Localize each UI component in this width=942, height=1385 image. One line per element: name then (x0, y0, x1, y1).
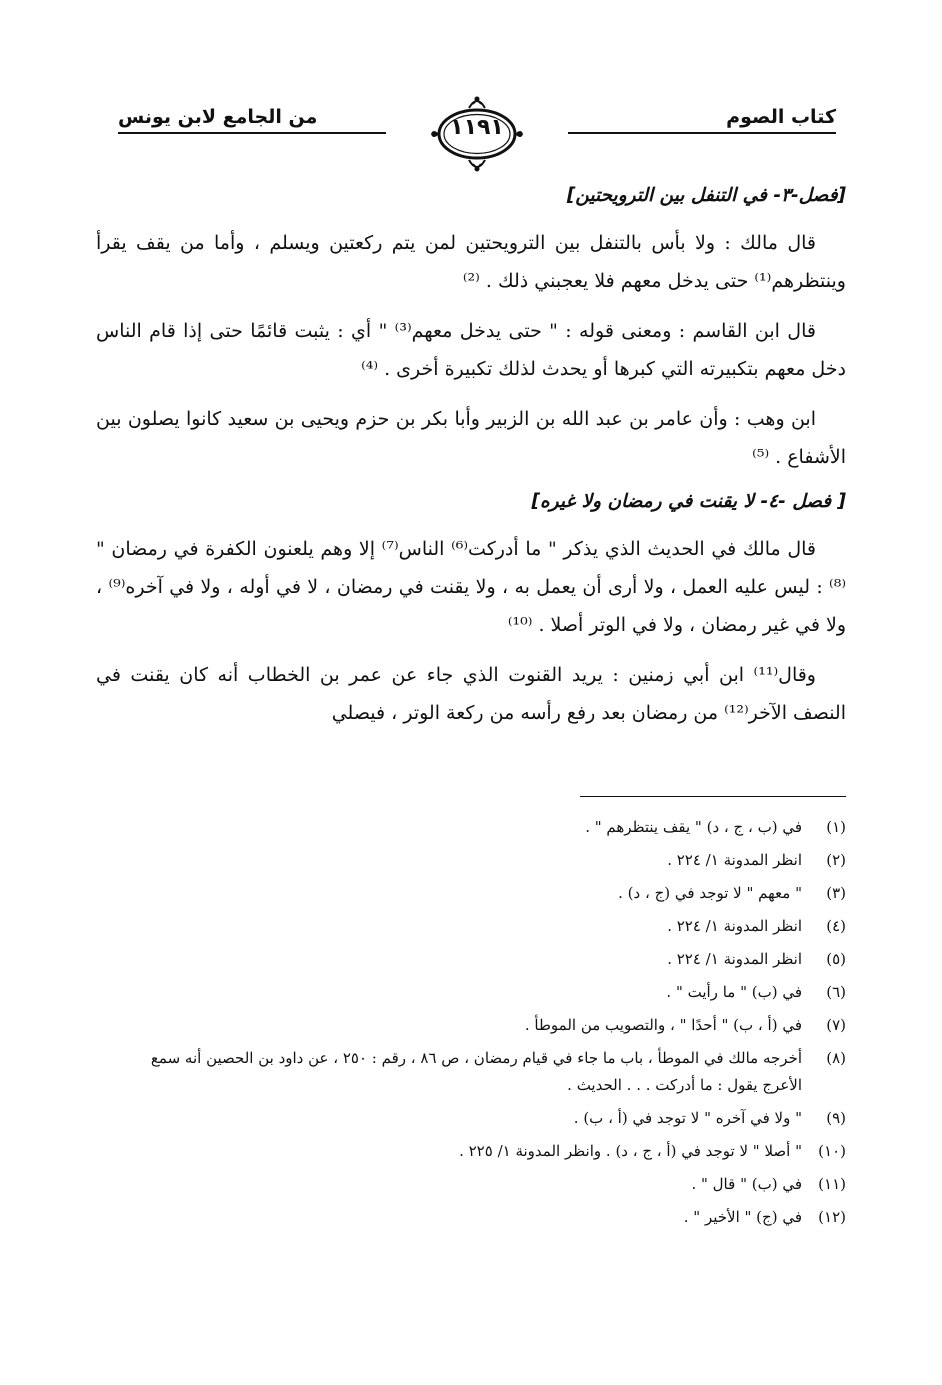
footnote-number: (١١) (818, 1175, 846, 1193)
footnote-number: (٩) (826, 1109, 846, 1127)
footnote (116, 1171, 846, 1198)
footnote (116, 1012, 846, 1039)
footnote-number: (٥) (826, 950, 846, 968)
paragraph: قال ابن القاسم : ومعنى قوله : " حتى يدخل معهم⁽³⁾ " أي : يثبت قائمًا حتى إذا قام الناس دخل معهم بتكبيرته التي كبرها أو يحدث لذلك تكبيرة أخرى . ⁽⁴⁾ (96, 320, 846, 380)
footnote-separator (580, 796, 846, 797)
footnote-text: أخرجه مالك في الموطأ ، باب ما جاء في قيام رمضان ، ص ٨٦ ، رقم : ٢٥٠ ، عن داود بن الحصين أنه سمع الأعرج يقول : ما أدركت . . . الحديث . (150, 1049, 802, 1094)
footnote (116, 913, 846, 940)
paragraph: قال مالك في الحديث الذي يذكر " ما أدركت⁽⁶⁾ الناس⁽⁷⁾ إلا وهم يلعنون الكفرة في رمضان " ⁽⁸⁾ : ليس عليه العمل ، ولا أرى أن يعمل به ، ولا يقنت في رمضان ، لا في أوله ، ولا في آخره⁽⁹⁾ ، ولا في غير رمضان ، ولا في الوتر أصلا . ⁽¹⁰⁾ (96, 538, 847, 636)
paragraph: قال مالك : ولا بأس بالتنفل بين الترويحتين لمن يتم ركعتين ويسلم ، وأما من يقف يقرأ وينتظرهم⁽¹⁾ حتى يدخل معهم فلا يعجبني ذلك . ⁽²⁾ (96, 232, 846, 292)
footnote-number: (١٢) (818, 1208, 846, 1226)
footnote-text: " معهم " لا توجد في (ج ، د) . (618, 884, 802, 902)
footnote (116, 1045, 846, 1099)
paragraph: وقال⁽¹¹⁾ ابن أبي زمنين : يريد القنوت الذي جاء عن عمر بن الخطاب أنه كان يقنت في النصف الآخر⁽¹²⁾ من رمضان بعد رفع رأسه من ركعة الوتر ، فيصلي (96, 664, 846, 724)
footnote (116, 946, 846, 973)
page-number: ١١٩١ (450, 115, 504, 140)
footnote (116, 847, 846, 874)
footnote-number: (٨) (826, 1049, 846, 1067)
header-book-title: من الجامع لابن يونس (118, 106, 318, 128)
main-text (96, 182, 846, 744)
footnote-text: انظر المدونة ١/ ٢٢٤ . (667, 950, 802, 968)
footnote-text: انظر المدونة ١/ ٢٢٤ . (667, 851, 802, 869)
footnote (116, 979, 846, 1006)
footnote-number: (٦) (826, 983, 846, 1001)
footnote (116, 880, 846, 907)
footnote-number: (٢) (826, 851, 846, 869)
footnote-number: (١٠) (818, 1142, 846, 1160)
footnote-number: (٣) (826, 884, 846, 902)
footnote (116, 1204, 846, 1231)
footnote-text: في (أ ، ب) " أحدًا " ، والتصويب من الموطأ . (524, 1016, 802, 1034)
header-book-section: كتاب الصوم (726, 106, 836, 128)
footnote-text: في (ب ، ج ، د) " يقف ينتظرهم " . (585, 818, 802, 836)
section-title: [فصل-٣- في التنفل بين الترويحتين] (566, 185, 846, 206)
footnote-number: (٤) (826, 917, 846, 935)
footnote (116, 1138, 846, 1165)
footnote-number: (١) (826, 818, 846, 836)
footnotes-list (116, 814, 846, 1237)
footnote (116, 814, 846, 841)
section-title: [ فصل -٤- لا يقنت في رمضان ولا غيره] (531, 491, 846, 512)
footnote-text: في (ب) " ما رأيت " . (666, 983, 802, 1001)
running-header (118, 100, 836, 170)
footnote-text: " أصلا " لا توجد في (أ ، ج ، د) . وانظر المدونة ١/ ٢٢٥ . (459, 1142, 802, 1160)
footnote-text: في (ب) " قال " . (691, 1175, 802, 1193)
paragraph: ابن وهب : وأن عامر بن عبد الله بن الزبير وأبا بكر بن حزم ويحيى بن سعيد كانوا يصلون بين الأشفاع . ⁽⁵⁾ (96, 408, 846, 468)
footnote-number: (٧) (826, 1016, 846, 1034)
footnote-text: انظر المدونة ١/ ٢٢٤ . (667, 917, 802, 935)
footnote-text: " ولا في آخره " لا توجد في (أ ، ب) . (573, 1109, 802, 1127)
footnote (116, 1105, 846, 1132)
footnote-text: في (ج) " الأخير " . (683, 1208, 802, 1226)
